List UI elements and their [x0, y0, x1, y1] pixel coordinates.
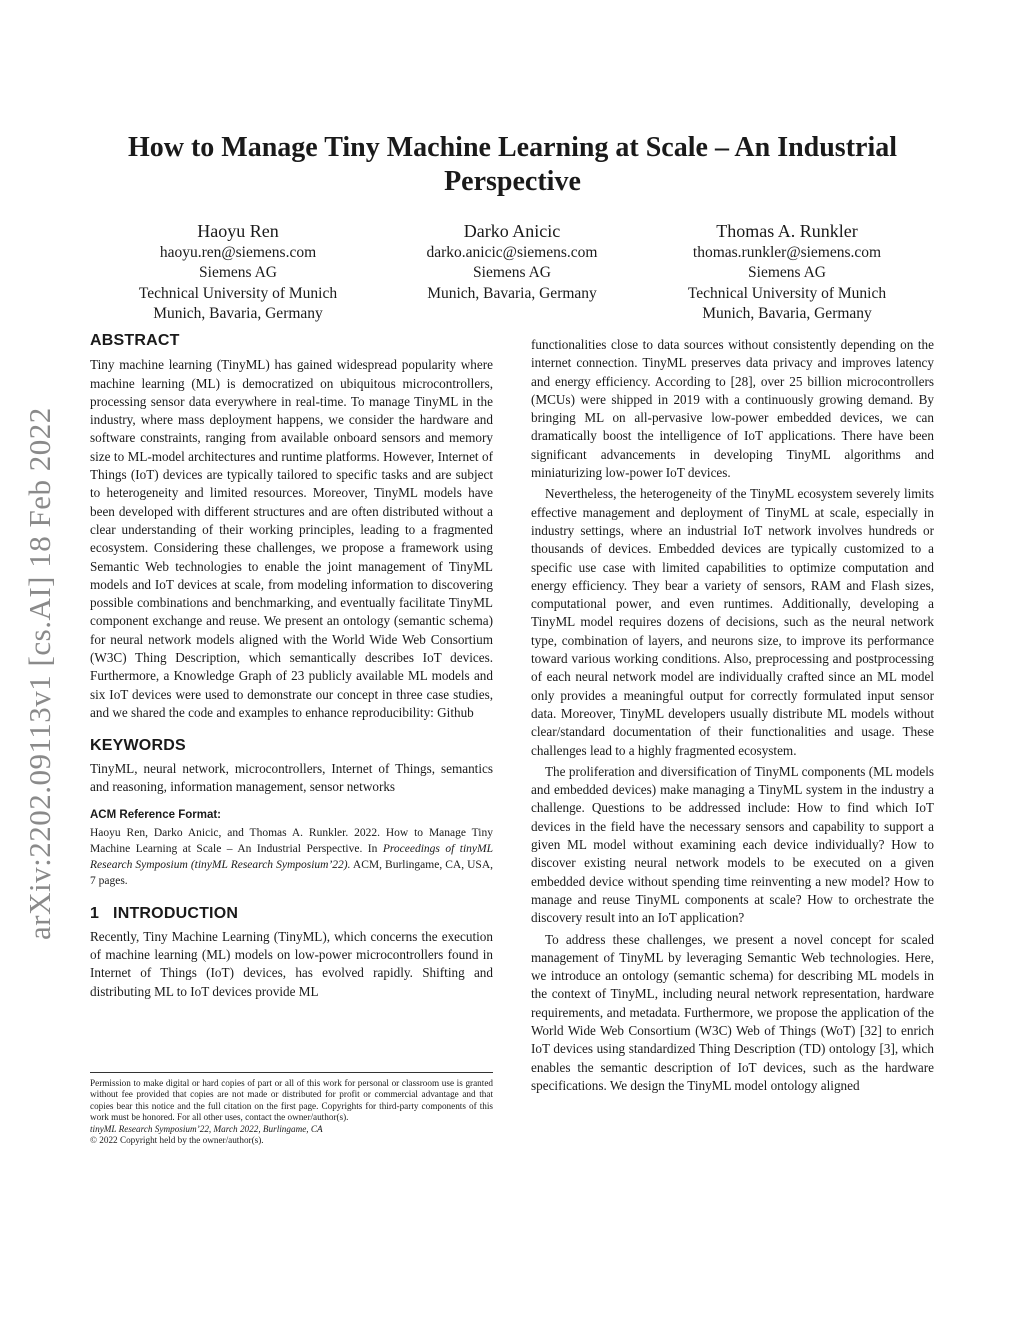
author-affiliation: Siemens AG	[748, 264, 826, 282]
permission-notice: Permission to make digital or hard copies of part or all of this work for personal or classroom use is granted without fee provided that copies are not made or distributed for profit or commercial advantage and that copies bear this notice and the full citation on the first page. Copyrights for third-party components of this work must be honored. For all other uses, contact the owner/author(s).	[90, 1078, 493, 1123]
intro-paragraph-4: To address these challenges, we present a novel concept for scaled management of TinyML by leveraging Semantic Web technologies. Here, we introduce an ontology (semantic schema) for describing ML models in the context of TinyML, including neural network representation, hardware requirements, and metadata. Furthermore, we propose the application of the World Wide Web Consortium (W3C) Web of Things (WoT) [32] to enrich IoT devices using standardized Thing Description (TD) ontology [3], which enables the semantic description of IoT devices, such as the hardware specifications. We design the TinyML model ontology aligned	[531, 931, 934, 1093]
keywords-heading: KEYWORDS	[90, 737, 186, 755]
author-affiliation: Technical University of Munich	[687, 284, 887, 302]
author-block-2	[382, 219, 642, 304]
author-name: Thomas A. Runkler	[716, 221, 858, 241]
intro-paragraph-1-start: Recently, Tiny Machine Learning (TinyML), which concerns the execution of machine learning (ML) models on low-power microcontrollers found in Internet of Things (IoT) devices, has evolved rapidly. Shifting and distributing ML to IoT devices provide ML	[90, 928, 493, 999]
author-email[interactable]: haoyu.ren@siemens.com	[159, 244, 317, 261]
intro-paragraph-1-continued: functionalities close to data sources without consistently depending on the internet connection. TinyML preserves data privacy and improves latency and energy efficiency. According to [28], over 25 billion microcontrollers (MCUs) were shipped in 2019 with a continuously growing demand. By bringing ML on all-pervasive low-power embedded devices, we can dramatically boost the intelligence of IoT applications. There have been significant advancements in developing TinyML algorithms and miniaturizing low-power IoT devices.	[531, 337, 934, 481]
author-email[interactable]: darko.anicic@siemens.com	[426, 244, 598, 261]
conference-venue: tinyML Research Symposium’22, March 2022, Burlingame, CA	[90, 1123, 323, 1134]
author-affiliation: Siemens AG	[199, 264, 277, 282]
paper-title: How to Manage Tiny Machine Learning at Scale – An Industrial Perspective	[127, 132, 898, 197]
abstract-heading: ABSTRACT	[90, 332, 180, 349]
left-column	[90, 332, 493, 1001]
acm-reference-text	[90, 825, 493, 889]
author-block-1	[108, 219, 368, 324]
section-number: 1	[90, 905, 100, 923]
author-affiliation: Technical University of Munich	[138, 284, 338, 302]
author-affiliation: Siemens AG	[473, 264, 551, 282]
author-location: Munich, Bavaria, Germany	[702, 304, 872, 322]
intro-paragraph-2: Nevertheless, the heterogeneity of the TinyML ecosystem severely limits effective management and deployment of TinyML at scale, especially in industry settings, where an industrial IoT network involves hundreds or thousands of devices. Embedded devices are typically customized to a specific use case with limited capabilities to optimize computation and energy efficiency. They bear a variety of sensors, RAM and Flash sizes, computational power, and even runtimes. Additionally, developing a TinyML model requires dozens of decisions, such as the neural network type, combination of layers, and neurons size, to improve its performance toward various working conditions. Also, preprocessing and postprocessing of each neural network model are individually crafted since an ML model only provides a meaningful output for correctly formulated input sensor data. Moreover, TinyML developers usually distribute ML models without clear/standard documentation of their functionalities and usage. These challenges lead to a highly fragmented ecosystem.	[531, 486, 934, 758]
copyright-notice: © 2022 Copyright held by the owner/author(s).	[90, 1135, 264, 1146]
author-location: Munich, Bavaria, Germany	[427, 284, 597, 302]
acm-reference-venue: Proceedings of tinyML Research Symposium (tinyML Research Symposium’22).	[90, 843, 493, 872]
intro-paragraph-3: The proliferation and diversification of TinyML components (ML models and embedded devices) make managing a TinyML system in the industry a challenge. Questions to be addressed include: How to find which IoT devices in the field have the necessary sensors and capability to support a given ML model without examining each device individually? How to discover existing neural network models to be executed on a given embedded device without spending time reinventing a new model? How to manage and reuse TinyML components at scale? How to orchestrate the discovery result into an IoT application?	[531, 763, 934, 926]
acm-reference-authors: Haoyu Ren, Darko Anicic, and Thomas A. Runkler. 2022. How to Manage Tiny Machine Learning at Scale – An Industrial Perspective. In	[90, 827, 493, 856]
author-location: Munich, Bavaria, Germany	[153, 304, 323, 322]
permission-footnote	[90, 1072, 493, 1146]
author-name: Haoyu Ren	[197, 221, 279, 241]
right-column	[531, 336, 934, 1095]
abstract-text: Tiny machine learning (TinyML) has gained widespread popularity where machine learning (ML) is democratized on ubiquitous microcontrollers, processing sensor data everywhere in real-time. To manage TinyML in the industry, where mass deployment happens, we consider the hardware and software constraints, ranging from available onboard sensors and memory size to ML-model architectures and runtime platforms. However, Internet of Things (IoT) devices are typically tailored to specific tasks and are subject to heterogeneity and limited resources. Moreover, TinyML models have been developed with different structures and are often distributed without a clear understanding of their working principles, leading to a fragmented ecosystem. Considering these challenges, we propose a framework using Semantic Web technologies to enable the joint management of TinyML models and IoT devices at scale, from modeling information to discovering possible combinations and benchmarking, and eventually facilitate TinyML component exchange and reuse. We present an ontology (semantic schema) for neural network models aligned with the World Wide Web Consortium (W3C) Thing Description, which semantically describes IoT devices. Furthermore, a Knowledge Graph of 23 publicly available ML models and six IoT devices were used to demonstrate our concept in three case studies, and we shared the code and examples to enhance reproducibility: Github	[90, 357, 493, 720]
footnote-divider	[90, 1072, 493, 1073]
introduction-heading	[90, 905, 493, 923]
author-block-3	[657, 219, 917, 324]
section-title: INTRODUCTION	[113, 905, 239, 923]
arxiv-identifier: arXiv:2202.09113v1 [cs.AI] 18 Feb 2022	[22, 407, 57, 940]
acm-reference-publisher: ACM, Burlingame, CA, USA, 7 pages.	[90, 859, 493, 888]
author-name: Darko Anicic	[463, 221, 561, 241]
acm-reference-heading: ACM Reference Format:	[90, 809, 221, 822]
author-email[interactable]: thomas.runkler@siemens.com	[692, 244, 882, 261]
keywords-text: TinyML, neural network, microcontrollers, Internet of Things, semantics and reasoning, information management, sensor networks	[90, 760, 493, 794]
